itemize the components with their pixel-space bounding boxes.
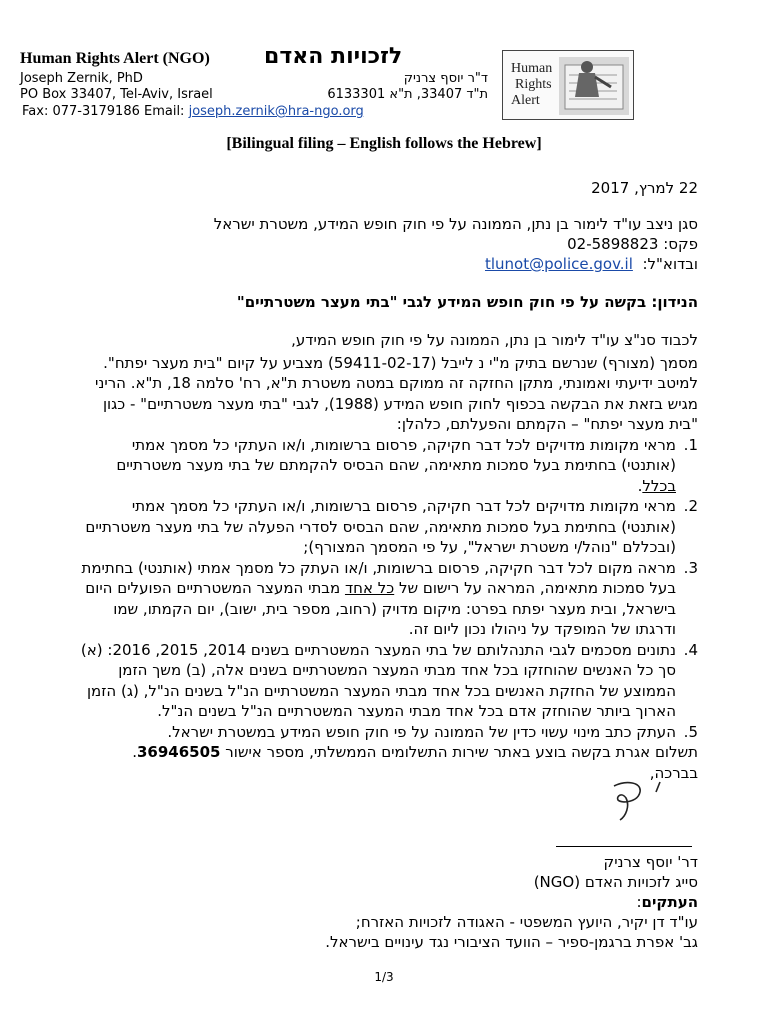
request-item: 4. נתונים מסכמים לגבי התנהלותם של בתי המעצר המשטרתיים בשנים 2014, 2015, 2016: (א) סך כל האנשים שהוחזקו בכל אחד מבתי המעצר המשטרתיים בשנים אלה, (ב) משך הזמן הממוצע של החזקת האנשים בכל אחד מבתי המעצר המשטרתיים הנ"ל בשנים הנ"ל, (ג) הזמן הארוך ביותר שהוחזק אדם בכל אחד מבתי המעצר המשטרתיים הנ"ל בשנים הנ"ל. xyxy=(80,640,698,720)
copies-heading: העתקים: xyxy=(636,893,698,911)
recipient-email-line xyxy=(485,254,698,274)
fax-label: Fax: 077-3179186 Email: xyxy=(22,104,189,119)
header-email-link[interactable]: joseph.zernik@hra-ngo.org xyxy=(188,104,364,119)
author-he: ד"ר יוסף צרניק xyxy=(403,71,488,86)
letter-body xyxy=(78,330,698,783)
handwritten-signature xyxy=(556,776,692,822)
copy-recipient: עו"ד דן יקיר, היועץ המשפטי - האגודה לזכויות האזרח; xyxy=(355,913,698,931)
salutation: לכבוד סנ"צ עו"ד לימור בן נתן, הממונה על פי חוק חופש המידע, xyxy=(291,331,698,349)
closing: בברכה, xyxy=(649,763,698,782)
letter-date: 22 למרץ, 2017 xyxy=(591,179,698,197)
intro-paragraph: מסמך (מצורף) שנרשם בתיק מ"י נ לייבל (59411-02-17) מצביע על קיום "בית מעצר יפתח". למיטב ידיעתי ואמונתי, מתקן החזקה זה ממוקם במטה משטרת ת"א, רח' סלמה 18, ת"א. הריני מגיש בזאת את הבקשה בכפוף לחוק חופש המידע (1988), לגבי "בתי מעצר משטרתיים" - כגון "בית מעצר יפתח" – הקמתם והפעלתם, כלהלן: xyxy=(94,353,698,433)
request-item: 5. העתק כתב מינוי עשוי כדין של הממונה על פי חוק חופש המידע במשטרת ישראל. xyxy=(167,722,698,741)
org-name-he: לזכויות האדם xyxy=(264,44,403,69)
bilingual-note: [Bilingual filing – English follows the Hebrew] xyxy=(226,135,542,152)
logo-figure-icon xyxy=(559,57,629,115)
copy-recipient: גב' אפרת ברגמן-ספיר – הוועד הציבורי נגד עינויים בישראל. xyxy=(325,933,698,951)
fee-number: 36946505 xyxy=(137,743,221,761)
request-item: 3. מראה מקום לכל דבר חקיקה, פרסום ברשומות, ו/או העתק כל מסמך אמתי (אותנטי) בחתימת בעל סמכות מתאימה, המראה על רישום של כל אחד מבתי המעצר המשטרתיים הפועלים היום בישראל, ובית מעצר יפתח בפרט: מיקום מדויק (רחוב, מספר בית, ישוב), יום הקמתו, שמו ודרגתו של המופקד על ניהולו נכון ליום זה. xyxy=(81,558,698,638)
signer-org: סייג לזכויות האדם (NGO) xyxy=(533,873,698,891)
request-item: 1. מראי מקומות מדויקים לכל דבר חקיקה, פרסום ברשומות, ו/או העתקי כל מסמך אמתי (אותנטי) בחתימת בעל סמכות מתאימה, שהם הבסיס להקמתם של בתי מעצר משטרתיים בכלל. xyxy=(116,435,698,495)
logo-text: Human Rights Alert xyxy=(511,61,553,108)
signature-line xyxy=(556,846,692,847)
org-logo xyxy=(502,50,634,120)
org-name-en: Human Rights Alert (NGO) xyxy=(20,50,210,67)
author-en: Joseph Zernik, PhD xyxy=(20,71,143,86)
recipient-email-link[interactable]: tlunot@police.gov.il xyxy=(484,255,633,273)
signer-name: דר' יוסף צרניק xyxy=(603,853,698,871)
address-he: ת"ד 33407, ת"א 6133301 xyxy=(327,87,488,102)
subject-line: הנידון: בקשה על פי חוק חופש המידע לגבי "בתי מעצר משטרתיים" xyxy=(236,293,698,311)
page-number: 1/3 xyxy=(374,970,394,984)
recipient-email-label: ובדוא"ל: xyxy=(642,255,698,273)
recipient-line: סגן ניצב עו"ד לימור בן נתן, הממונה על פי חוק חופש המידע, משטרת ישראל xyxy=(213,215,698,233)
fee-paragraph: תשלום אגרת בקשה בוצע באתר שירות התשלומים הממשלתי, מספר אישור 36946505. xyxy=(132,743,698,761)
address-en: PO Box 33407, Tel-Aviv, Israel xyxy=(20,87,213,102)
request-item: 2. מראי מקומות מדויקים לכל דבר חקיקה, פרסום ברשומות, ו/או העתקי כל מסמך אמתי (אותנטי) בחתימת בעל סמכות מתאימה, שהם הבסיס לסדרי הפעלה של בתי מעצר משטרתיים (ובכללם "נוהל/י משטרת ישראל", על פי המסמך המצורף); xyxy=(85,497,698,556)
recipient-fax: פקס: 02-5898823 xyxy=(567,235,698,253)
contact-line xyxy=(22,104,364,119)
